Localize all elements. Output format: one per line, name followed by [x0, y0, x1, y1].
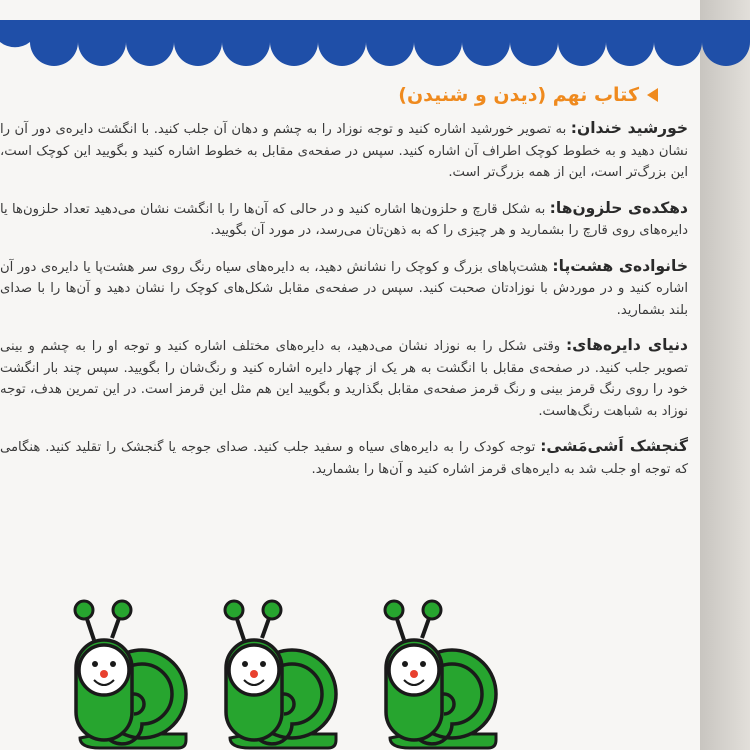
- section-heading: [398, 84, 658, 106]
- snail-illustration-2: [210, 598, 340, 750]
- snail-illustration-1: [60, 598, 190, 750]
- paragraph-text: توجه کودک را به دایره‌های سیاه و سفید جلب کنید. صدای جوجه یا گنجشک را تقلید کنید. هنگامی که توجه او جلب شد به دایره‌های قرمز اشاره کنید و آن‌ها را بشمارید.: [0, 440, 688, 477]
- paragraph-snail-village: [0, 198, 688, 242]
- paragraph-sparrow: [0, 436, 688, 480]
- instructions-body: [0, 118, 688, 494]
- paragraph-title: دهکده‌ی حلزون‌ها:: [549, 198, 689, 217]
- next-page-edge: [700, 0, 750, 750]
- paragraph-title: گنجشک اَشی‌مَشی:: [540, 437, 688, 455]
- section-heading-text: کتاب نهم (دیدن و شنیدن): [398, 84, 639, 106]
- paragraph-title: خانواده‌ی هشت‌پا:: [552, 256, 688, 275]
- paragraph-title: دنیای دایره‌های:: [565, 336, 688, 354]
- snail-icon: [385, 601, 496, 748]
- paragraph-sun: [0, 118, 688, 184]
- snail-illustration-3: [370, 598, 500, 750]
- paragraph-octopus-family: [0, 256, 688, 322]
- paragraph-title: خورشید خندان:: [570, 119, 688, 137]
- snail-illustrations: [60, 598, 480, 750]
- paragraph-text: به شکل قارچ و حلزون‌ها اشاره کنید و در حالی که آن‌ها را با انگشت نشان می‌دهید تعداد حلزون‌ها یا دایره‌های روی قارچ را بشمارید و هر چیزی را که به ذهن‌تان می‌رسد، در مورد آن بگویید.: [0, 201, 688, 238]
- paragraph-text: هشت‌پاهای بزرگ و کوچک را نشانش دهید، به دایره‌های سیاه رنگ روی سر هشت‌پا یا دایره‌ی دور آن اشاره کنید و در موردش با نوزادتان صحبت کنید. سپس در صفحه‌ی مقابل شکل‌های کوچک را نشان دهید و آن‌ها را با صدای بلند بشمارید.: [0, 259, 688, 318]
- paragraph-circles-world: [0, 335, 688, 422]
- snail-icon: [75, 601, 186, 748]
- triangle-bullet-icon: [647, 88, 658, 102]
- paragraph-text: به تصویر خورشید اشاره کنید و توجه نوزاد را به چشم و دهان آن جلب کنید. با انگشت دایره‌ی دور آن را نشان دهید و به خطوط کوچک اطراف آن اشاره کنید. سپس در صفحه‌ی مقابل به خطوط اشاره کنید و بگویید این کوچک است، این بزرگ‌تر است، این از همه بزرگ‌تر است.: [0, 122, 688, 180]
- paragraph-text: وقتی شکل را به نوزاد نشان می‌دهید، به دایره‌های مختلف اشاره کنید و توجه او را به چشم و بینی تصویر جلب کنید. در صفحه‌ی مقابل با انگشت به هر یک از چهار دایره اشاره کنید و رنگ‌شان را بگویید. سپس چند بار انگشت خود را روی رنگ قرمز بینی و رنگ قرمز صفحه‌ی مقابل بگذارید و بگویید این هم مثل این قرمز است. در این تمرین هدف، توجه نوزاد به شباهت رنگ‌هاست.: [0, 339, 688, 419]
- scalloped-wave-border: [0, 20, 750, 90]
- snail-icon: [225, 601, 336, 748]
